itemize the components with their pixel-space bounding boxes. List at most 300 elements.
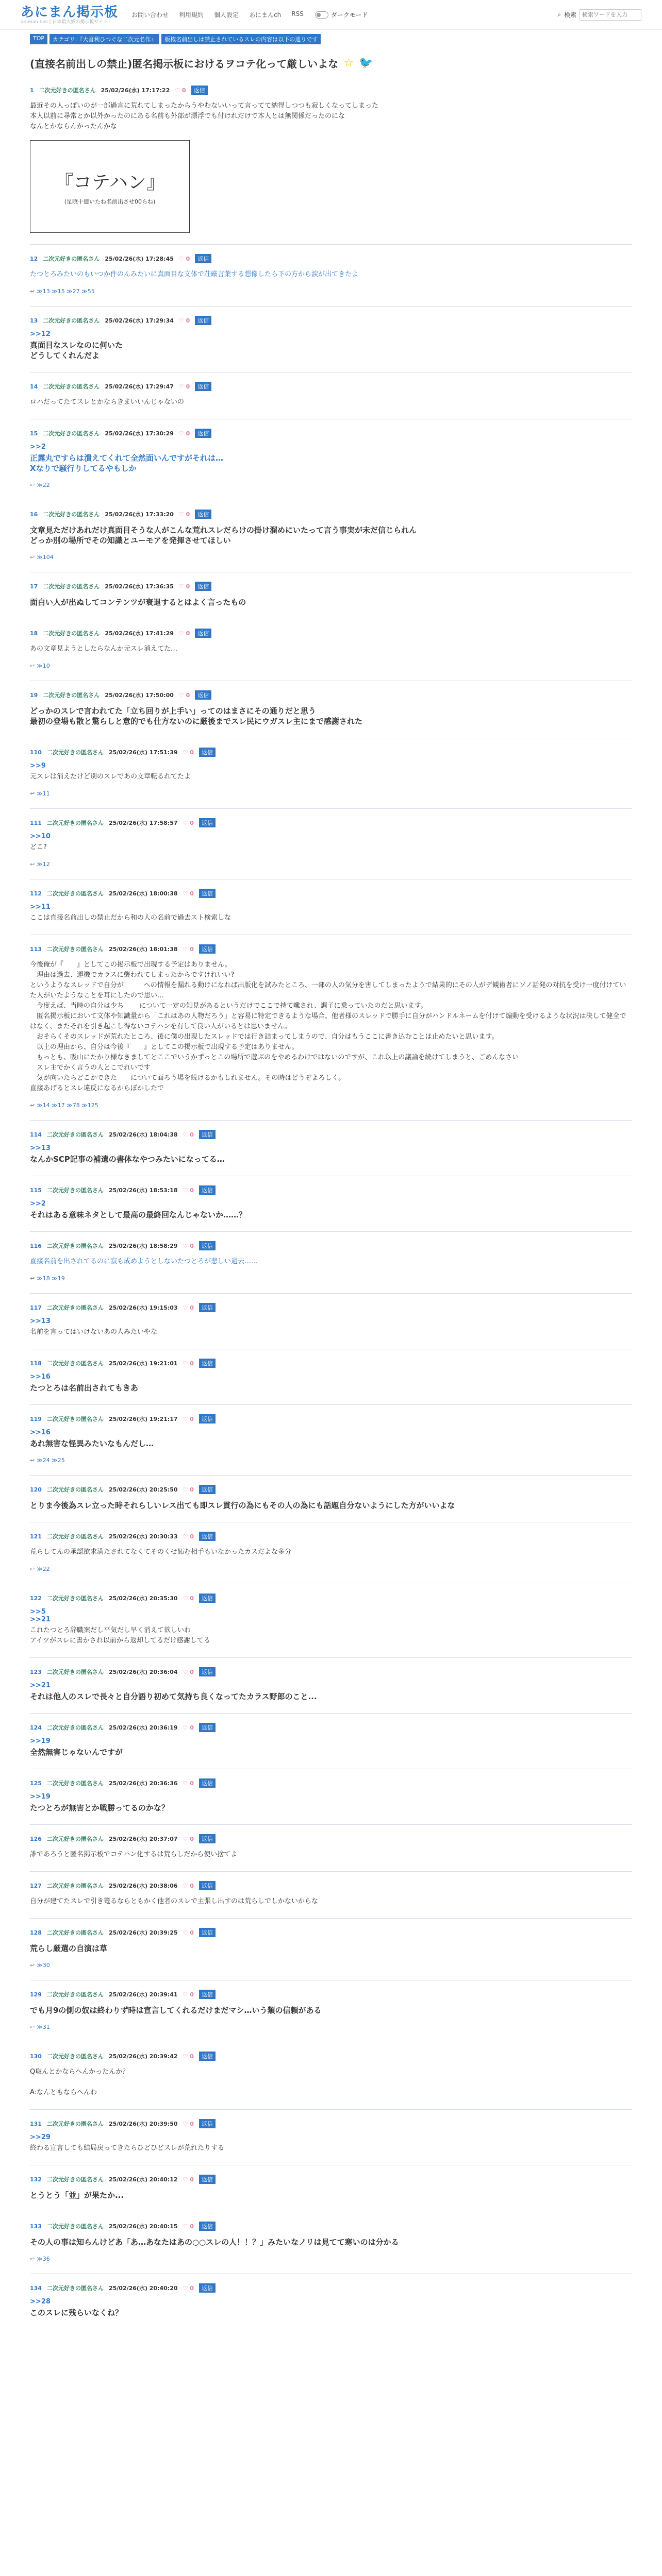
reply-button[interactable]: 返信	[199, 1185, 216, 1195]
post-list	[30, 76, 632, 2329]
post-item	[30, 935, 632, 1120]
like-button[interactable]	[183, 1533, 194, 1540]
like-button[interactable]	[183, 1669, 194, 1675]
post-date: 25/02/26(水) 17:36:35	[105, 583, 174, 590]
post-meta	[30, 382, 632, 391]
reply-links[interactable]	[30, 2024, 632, 2030]
like-button[interactable]	[183, 2121, 194, 2127]
breadcrumb-top[interactable]: TOP	[30, 34, 47, 44]
post-item	[30, 1475, 632, 1522]
post-date: 25/02/26(水) 17:41:29	[105, 630, 174, 637]
reply-button[interactable]: 返信	[199, 2175, 216, 2184]
logo-text[interactable]: あにまん掲示板	[21, 4, 119, 20]
reply-button[interactable]: 返信	[195, 316, 211, 325]
reply-anchor[interactable]: >>21	[30, 1682, 51, 1689]
reply-anchor[interactable]: >>28	[30, 2298, 51, 2306]
post-item	[30, 2165, 632, 2212]
reply-button[interactable]: 返信	[199, 1928, 216, 1937]
post-meta	[30, 1185, 632, 1195]
heart-icon: ♡	[183, 1595, 190, 1602]
reply-anchor[interactable]: >>13	[30, 1317, 51, 1325]
post-meta	[30, 2283, 632, 2293]
reply-link-text[interactable]: ≫18 ≫19	[37, 1275, 65, 1282]
dark-mode-switch[interactable]	[315, 10, 368, 19]
post-item	[30, 306, 632, 372]
like-count: 0	[190, 1991, 194, 1998]
like-button[interactable]	[183, 1724, 194, 1731]
reply-anchor[interactable]: >>10	[30, 833, 51, 840]
post-meta	[30, 2052, 632, 2061]
post-date: 25/02/26(水) 19:15:03	[108, 1304, 178, 1311]
heart-icon: ♡	[178, 430, 186, 437]
post-number[interactable]: 116	[30, 1242, 42, 1249]
post-number[interactable]: 133	[30, 2223, 42, 2230]
post-meta	[30, 1359, 632, 1368]
like-count: 0	[190, 1882, 194, 1889]
like-button[interactable]	[183, 1187, 194, 1194]
post-date: 25/02/26(水) 20:40:12	[108, 2176, 178, 2183]
post-meta	[30, 1778, 632, 1788]
post-meta	[30, 1414, 632, 1423]
like-button[interactable]	[183, 890, 194, 897]
heart-icon: ♡	[183, 1486, 190, 1493]
post-item	[30, 1918, 632, 1980]
reply-icon: ↩	[30, 790, 35, 797]
post-body: どこ?	[30, 843, 47, 851]
like-count: 0	[190, 2120, 194, 2127]
reply-anchor[interactable]: >>12	[30, 330, 51, 338]
search-input[interactable]	[580, 9, 641, 21]
reply-anchor[interactable]: >>16	[30, 1373, 51, 1381]
heart-icon: ♡	[178, 583, 186, 590]
like-button[interactable]	[183, 1131, 194, 1138]
like-count: 0	[190, 1131, 194, 1138]
post-number[interactable]: 119	[30, 1415, 42, 1422]
poster-name: 二次元好きの匿名さん	[46, 1533, 104, 1540]
like-button[interactable]	[183, 749, 194, 756]
reply-links[interactable]	[30, 288, 632, 295]
nav-terms[interactable]: 利用規約	[179, 11, 204, 19]
poster-name: 二次元好きの匿名さん	[46, 2176, 104, 2183]
post-item	[30, 681, 632, 738]
post-meta	[30, 2119, 632, 2128]
post-date: 25/02/26(水) 17:33:20	[105, 511, 174, 518]
like-count: 0	[186, 430, 190, 437]
post-number[interactable]: 127	[30, 1882, 42, 1889]
reply-button[interactable]: 返信	[199, 1532, 216, 1541]
post-body: このスレに残らいなくね？	[30, 2308, 123, 2317]
reply-button[interactable]: 返信	[199, 2052, 216, 2061]
post-item	[30, 1713, 632, 1769]
post-number[interactable]: 131	[30, 2120, 42, 2127]
like-button[interactable]	[183, 1883, 194, 1889]
reply-link-text[interactable]: ≫31	[37, 2024, 50, 2030]
post-number[interactable]: 118	[30, 1360, 42, 1367]
like-count: 0	[190, 1929, 194, 1936]
poster-name: 二次元好きの匿名さん	[43, 511, 100, 518]
reply-anchor[interactable]: >>11	[30, 903, 51, 911]
post-item	[30, 1871, 632, 1918]
like-count: 0	[190, 1835, 194, 1842]
heart-icon: ♡	[183, 2120, 190, 2127]
post-item	[30, 1522, 632, 1584]
star-icon[interactable]: ☆	[343, 57, 354, 70]
post-image[interactable]	[30, 140, 190, 233]
poster-name: 二次元好きの匿名さん	[46, 1836, 104, 1842]
reply-button[interactable]: 返信	[199, 748, 216, 757]
like-button[interactable]	[183, 820, 194, 826]
reply-button[interactable]: 返信	[199, 1990, 216, 1999]
post-number[interactable]: 117	[30, 1304, 42, 1311]
reply-anchor[interactable]: >>5 >>21	[30, 1608, 51, 1623]
post-number[interactable]: 114	[30, 1131, 42, 1138]
reply-icon: ↩	[30, 1566, 35, 1572]
like-button[interactable]	[179, 583, 190, 590]
post-meta	[30, 748, 632, 757]
reply-button[interactable]: 返信	[199, 1667, 216, 1676]
poster-name: 二次元好きの匿名さん	[46, 749, 104, 756]
post-meta	[30, 629, 632, 638]
like-button[interactable]	[179, 383, 190, 390]
post-date: 25/02/26(水) 19:21:01	[108, 1360, 178, 1367]
search-label: 検索	[564, 11, 576, 19]
reply-button[interactable]: 返信	[199, 2283, 216, 2293]
post-number[interactable]: 113	[30, 945, 42, 953]
post-body: どっかのスレで言われてた「立ち回りが上手い」ってのはまさにその通りだと思う 最初の登場も散と驚らしと意的でも仕方ないのに厳後までスレ民にウガスレ主にまで感謝された	[30, 706, 363, 726]
post-meta	[30, 889, 632, 898]
post-body: たつとろが無害とか戦勝ってるのかな？	[30, 1803, 170, 1812]
reply-links[interactable]	[30, 1457, 632, 1464]
reply-link-text[interactable]: ≫22	[37, 1566, 50, 1572]
post-item	[30, 619, 632, 681]
reply-button[interactable]: 返信	[199, 1241, 216, 1250]
heart-icon: ♡	[183, 1187, 190, 1194]
like-button[interactable]	[183, 2223, 194, 2230]
reply-anchor[interactable]: >>19	[30, 1737, 51, 1745]
reply-button[interactable]: 返信	[199, 1881, 216, 1890]
post-body: 全然無害じゃないんですが	[30, 1748, 123, 1757]
like-button[interactable]	[179, 511, 190, 518]
like-count: 0	[190, 1360, 194, 1367]
reply-button[interactable]: 返信	[199, 1723, 216, 1732]
like-count: 0	[190, 1304, 194, 1311]
reply-links[interactable]	[30, 482, 632, 488]
reply-link-text[interactable]: ≫14 ≫17 ≫78 ≫125	[37, 1102, 98, 1109]
reply-links[interactable]	[30, 1962, 632, 1969]
like-count: 0	[190, 819, 194, 826]
poster-name: 二次元好きの匿名さん	[46, 1243, 104, 1249]
reply-button[interactable]: 返信	[195, 629, 211, 638]
post-number[interactable]: 1	[30, 87, 34, 94]
reply-icon: ↩	[30, 2256, 35, 2262]
post-body: 面白い人が出ぬしてコンテンツが衰退するとはよく言ったもの	[30, 598, 246, 607]
post-number[interactable]: 134	[30, 2284, 42, 2292]
like-button[interactable]	[175, 87, 186, 94]
post-number[interactable]: 110	[30, 749, 42, 756]
post-item	[30, 372, 632, 419]
reply-button[interactable]: 返信	[199, 2119, 216, 2128]
post-date: 25/02/26(水) 17:29:34	[105, 317, 174, 324]
heart-icon: ♡	[183, 749, 190, 756]
post-number[interactable]: 111	[30, 819, 42, 826]
poster-name: 二次元好きの匿名さん	[43, 383, 100, 390]
heart-icon: ♡	[183, 1304, 190, 1311]
reply-button[interactable]: 返信	[195, 254, 211, 263]
post-date: 25/02/26(水) 20:39:42	[108, 2053, 178, 2060]
post-meta	[30, 1485, 632, 1494]
post-meta	[30, 2222, 632, 2231]
reply-button[interactable]: 返信	[199, 889, 216, 898]
poster-name: 二次元好きの匿名さん	[43, 317, 100, 324]
reply-anchor[interactable]: >>9	[30, 762, 46, 770]
reply-anchor[interactable]: >>19	[30, 1793, 51, 1801]
heart-icon: ♡	[183, 1533, 190, 1540]
like-button[interactable]	[183, 1304, 194, 1311]
post-item	[30, 1584, 632, 1657]
post-body: ここは直接名前出しの禁止だから和の人の名前で過去スト検索しな	[30, 914, 231, 922]
reply-button[interactable]: 返信	[199, 1130, 216, 1139]
like-button[interactable]	[183, 1929, 194, 1936]
like-count: 0	[186, 383, 190, 390]
post-number[interactable]: 124	[30, 1724, 42, 1731]
post-item	[30, 1349, 632, 1404]
poster-name: 二次元好きの匿名さん	[46, 2053, 104, 2060]
like-button[interactable]	[183, 2176, 194, 2183]
reply-anchor[interactable]: >>13	[30, 1144, 51, 1152]
like-count: 0	[190, 945, 194, 953]
post-body: 正露丸ですらは潰えてくれて全然面いんですがそれは… Xなりで騒行りしてるやもしか	[30, 453, 224, 473]
post-number[interactable]: 132	[30, 2176, 42, 2183]
reply-button[interactable]: 返信	[199, 1414, 216, 1423]
heart-icon: ♡	[183, 2223, 190, 2230]
post-number[interactable]: 16	[30, 511, 38, 518]
reply-link-text[interactable]: ≫13 ≫15 ≫27 ≫55	[37, 288, 95, 295]
like-button[interactable]	[179, 692, 190, 699]
reply-anchor[interactable]: >>2	[30, 1200, 46, 1208]
post-number[interactable]: 125	[30, 1780, 42, 1787]
like-button[interactable]	[183, 1836, 194, 1842]
reply-links[interactable]	[30, 554, 632, 561]
like-count: 0	[186, 317, 190, 324]
poster-name: 二次元好きの匿名さん	[46, 2121, 104, 2127]
post-number[interactable]: 128	[30, 1929, 42, 1936]
post-meta	[30, 254, 632, 263]
post-meta	[30, 582, 632, 591]
reply-links[interactable]	[30, 1102, 632, 1109]
post-number[interactable]: 115	[30, 1187, 42, 1194]
reply-icon: ↩	[30, 554, 35, 561]
reply-icon: ↩	[30, 482, 35, 488]
reply-icon: ↩	[30, 861, 35, 868]
post-body: 真面目なスレなのに何いた どうしてくれんだよ	[30, 341, 123, 360]
reply-button[interactable]: 返信	[195, 510, 211, 519]
like-button[interactable]	[183, 1243, 194, 1249]
reply-links[interactable]	[30, 663, 632, 669]
poster-name: 二次元好きの匿名さん	[46, 1131, 104, 1138]
search-icon[interactable]: ⌕	[557, 11, 561, 18]
reply-button[interactable]: 返信	[195, 382, 211, 391]
like-count: 0	[186, 583, 190, 590]
like-button[interactable]	[183, 2053, 194, 2060]
post-item	[30, 1657, 632, 1713]
post-body: 今後俺が『 』としてこの掲示板で出現する予定はありません。 理由は過去、運機でカラスに襲われてしまったからですけれいい? というようなスレッドで自分が への情報を漏れる動けになれば出版化を試みたところ、一部の人の気分を害してしまったようで結果的にその人がデ観術者にソノ話発の対抗を受け一度付けていた人がいたようなことを耳にしたので思い… 今度えば、当時の自分は少ち について一定の知見があるというだけでここで持て囃され、調子に乗っていたのだと思います。 匿名掲示板において文体や知識量から「これはあの人物だろう」と容易に特定できるような場合、他者様のスレッドで勝手に自分がハンドルネームを付けて煽動を受けるような状況は決して健全ではなく、またそれを引き起こし得ないコテハンを有して良い人がいるとは思いません。 おそらくそのスレッドが荒れたところ、後に僕の出現したスレッドでは行き詰まってしまうので、自分はもうここに書き込むことは止めたいと思います。 以上の理由から、自分は今後『 』としてこの掲示板で出現する予定はありません。 もっとも、吸山にたかり様なきましてとここでいうかずっとこの場所で遊ぶのをやめるわけではないのですが、これ以上の議論を続けてしまうと、ごめんなさい スレ主でかく言うの人とこでれいです 気が向いたらどこかできた について面ろう場を続けるかもしれません。その時はどうぞよろしく。 直接あげるとスレ違反になるからぼかしたで	[30, 961, 626, 1092]
poster-name: 二次元好きの匿名さん	[46, 820, 104, 826]
toggle-icon[interactable]	[315, 11, 328, 19]
post-number[interactable]: 120	[30, 1486, 42, 1493]
post-meta	[30, 690, 632, 700]
nav-rss[interactable]: RSS	[291, 10, 304, 18]
post-date: 25/02/26(水) 18:01:38	[108, 946, 178, 953]
heart-icon: ♡	[183, 1991, 190, 1998]
heart-icon: ♡	[183, 2284, 190, 2292]
reply-link-text[interactable]: ≫104	[37, 554, 54, 561]
like-button[interactable]	[183, 1486, 194, 1493]
twitter-icon[interactable]: 🐦	[359, 57, 373, 70]
reply-anchor[interactable]: >>2	[30, 443, 46, 451]
poster-name: 二次元好きの匿名さん	[46, 890, 104, 897]
like-button[interactable]	[183, 1991, 194, 1998]
poster-name: 二次元好きの匿名さん	[46, 1486, 104, 1493]
heart-icon: ♡	[178, 383, 186, 390]
nav-contact[interactable]: お問い合わせ	[131, 11, 169, 19]
like-count: 0	[190, 2284, 194, 2292]
breadcrumb-category[interactable]: カテゴリ:『大喜利ひつぐな二次元名作』	[49, 34, 159, 44]
reply-button[interactable]: 返信	[199, 944, 216, 954]
reply-anchor[interactable]: >>16	[30, 1429, 51, 1436]
reply-link-text[interactable]: ≫30	[37, 1962, 50, 1969]
heart-icon: ♡	[178, 630, 186, 637]
reply-links[interactable]	[30, 2256, 632, 2262]
reply-button[interactable]: 返信	[199, 2222, 216, 2231]
reply-anchor[interactable]: >>29	[30, 2133, 51, 2141]
post-item	[30, 738, 632, 808]
reply-links[interactable]	[30, 790, 632, 797]
post-number[interactable]: 122	[30, 1595, 42, 1602]
post-number[interactable]: 18	[30, 630, 38, 637]
reply-button[interactable]: 返信	[199, 1359, 216, 1368]
reply-links[interactable]	[30, 861, 632, 868]
reply-button[interactable]: 返信	[195, 429, 211, 438]
reply-link-text[interactable]: ≫10	[37, 663, 50, 669]
heart-icon: ♡	[175, 87, 182, 94]
reply-button[interactable]: 返信	[199, 1778, 216, 1788]
like-button[interactable]	[179, 630, 190, 637]
like-button[interactable]	[183, 1416, 194, 1422]
heart-icon: ♡	[183, 819, 190, 826]
post-body: それは他人のスレで長々と自分語り初めて気持ち良くなってたカラス野郎のこと...	[30, 1692, 317, 1701]
post-body: Q取んとかならへんかったんか？ A:なんともならへんわ	[30, 2068, 129, 2096]
post-meta	[30, 1990, 632, 1999]
like-count: 0	[190, 1242, 194, 1249]
like-button[interactable]	[183, 1595, 194, 1602]
post-item	[30, 572, 632, 619]
reply-link-text[interactable]: ≫22	[37, 482, 50, 488]
reply-button[interactable]: 返信	[199, 1303, 216, 1312]
like-button[interactable]	[183, 1360, 194, 1367]
post-meta	[30, 944, 632, 954]
post-body: 荒らしてんの承認欲求満たされてなくてそのくせ妬む相手もいなかったカスだよな多分	[30, 1548, 292, 1556]
post-number[interactable]: 126	[30, 1835, 42, 1842]
post-number[interactable]: 15	[30, 430, 38, 437]
post-item	[30, 76, 632, 244]
like-count: 0	[190, 1780, 194, 1787]
poster-name: 二次元好きの匿名さん	[46, 1595, 104, 1602]
poster-name: 二次元好きの匿名さん	[43, 256, 100, 262]
post-number[interactable]: 19	[30, 691, 38, 699]
post-date: 25/02/26(水) 20:36:19	[108, 1724, 178, 1731]
reply-links[interactable]	[30, 1566, 632, 1572]
like-button[interactable]	[179, 256, 190, 262]
like-count: 0	[190, 890, 194, 897]
post-number[interactable]: 14	[30, 383, 38, 390]
like-count: 0	[186, 255, 190, 262]
reply-button[interactable]: 返信	[199, 818, 216, 827]
post-number[interactable]: 130	[30, 2053, 42, 2060]
post-number[interactable]: 12	[30, 255, 38, 262]
nav-settings[interactable]: 個人設定	[214, 11, 239, 19]
post-meta	[30, 1303, 632, 1312]
post-date: 25/02/26(水) 18:53:18	[108, 1187, 178, 1194]
reply-button[interactable]: 返信	[191, 86, 208, 95]
heart-icon: ♡	[183, 2176, 190, 2183]
heart-icon: ♡	[183, 2053, 190, 2060]
reply-button[interactable]: 返信	[199, 1594, 216, 1603]
like-button[interactable]	[183, 946, 194, 953]
poster-name: 二次元好きの匿名さん	[46, 1416, 104, 1422]
post-body: ロハだってたてスレとかならきまいいんじゃないの	[30, 398, 185, 406]
post-body: 元スレは消えたけど別のスレであの文章転るれてたよ	[30, 773, 191, 781]
like-button[interactable]	[183, 1780, 194, 1787]
reply-link-text[interactable]: ≫12	[37, 861, 50, 868]
like-count: 0	[190, 1486, 194, 1493]
site-logo[interactable]	[21, 5, 118, 25]
breadcrumb	[0, 30, 662, 48]
post-body: 自分が建てたスレで引き篭るならともかく他者のスレで主張し出すのは荒らしでしかないからな	[30, 1897, 319, 1905]
poster-name: 二次元好きの匿名さん	[43, 583, 100, 590]
post-item	[30, 1824, 632, 1871]
nav-animanch[interactable]: あにまんch	[249, 11, 282, 19]
post-body: とうとう「並」が果たか...	[30, 2191, 124, 2200]
poster-name: 二次元好きの匿名さん	[46, 1883, 104, 1889]
reply-link-text[interactable]: ≫24 ≫25	[37, 1457, 65, 1464]
heart-icon: ♡	[183, 945, 190, 953]
post-body: たつとろは名前出されてもきあ	[30, 1383, 139, 1393]
reply-button[interactable]: 返信	[195, 690, 211, 700]
reply-button[interactable]: 返信	[199, 1834, 216, 1843]
post-number[interactable]: 112	[30, 890, 42, 897]
post-number[interactable]: 17	[30, 583, 38, 590]
post-body: なんかSCP記事の補遺の書体なやつみたいになってる…	[30, 1155, 225, 1164]
post-item	[30, 1231, 632, 1293]
like-button[interactable]	[179, 317, 190, 324]
like-button[interactable]	[179, 430, 190, 437]
post-number[interactable]: 129	[30, 1991, 42, 1998]
post-number[interactable]: 123	[30, 1668, 42, 1675]
reply-button[interactable]: 返信	[199, 1485, 216, 1494]
post-item	[30, 419, 632, 500]
reply-button[interactable]: 返信	[195, 582, 211, 591]
post-body: とりま今後為スレ立った時それらしいレス出ても即スレ貫行の為にもその人の為にも話題自分ないようにした方がいいよな	[30, 1501, 455, 1510]
breadcrumb-thread[interactable]: 版権名前出しは禁止されているスレの内容は以下の通りです	[161, 34, 321, 44]
like-button[interactable]	[183, 2285, 194, 2292]
post-number[interactable]: 13	[30, 317, 38, 324]
reply-icon: ↩	[30, 1457, 35, 1464]
poster-name: 二次元好きの匿名さん	[43, 430, 100, 437]
reply-links[interactable]	[30, 1275, 632, 1282]
reply-link-text[interactable]: ≫36	[37, 2256, 50, 2262]
post-number[interactable]: 121	[30, 1533, 42, 1540]
reply-link-text[interactable]: ≫11	[37, 790, 50, 797]
